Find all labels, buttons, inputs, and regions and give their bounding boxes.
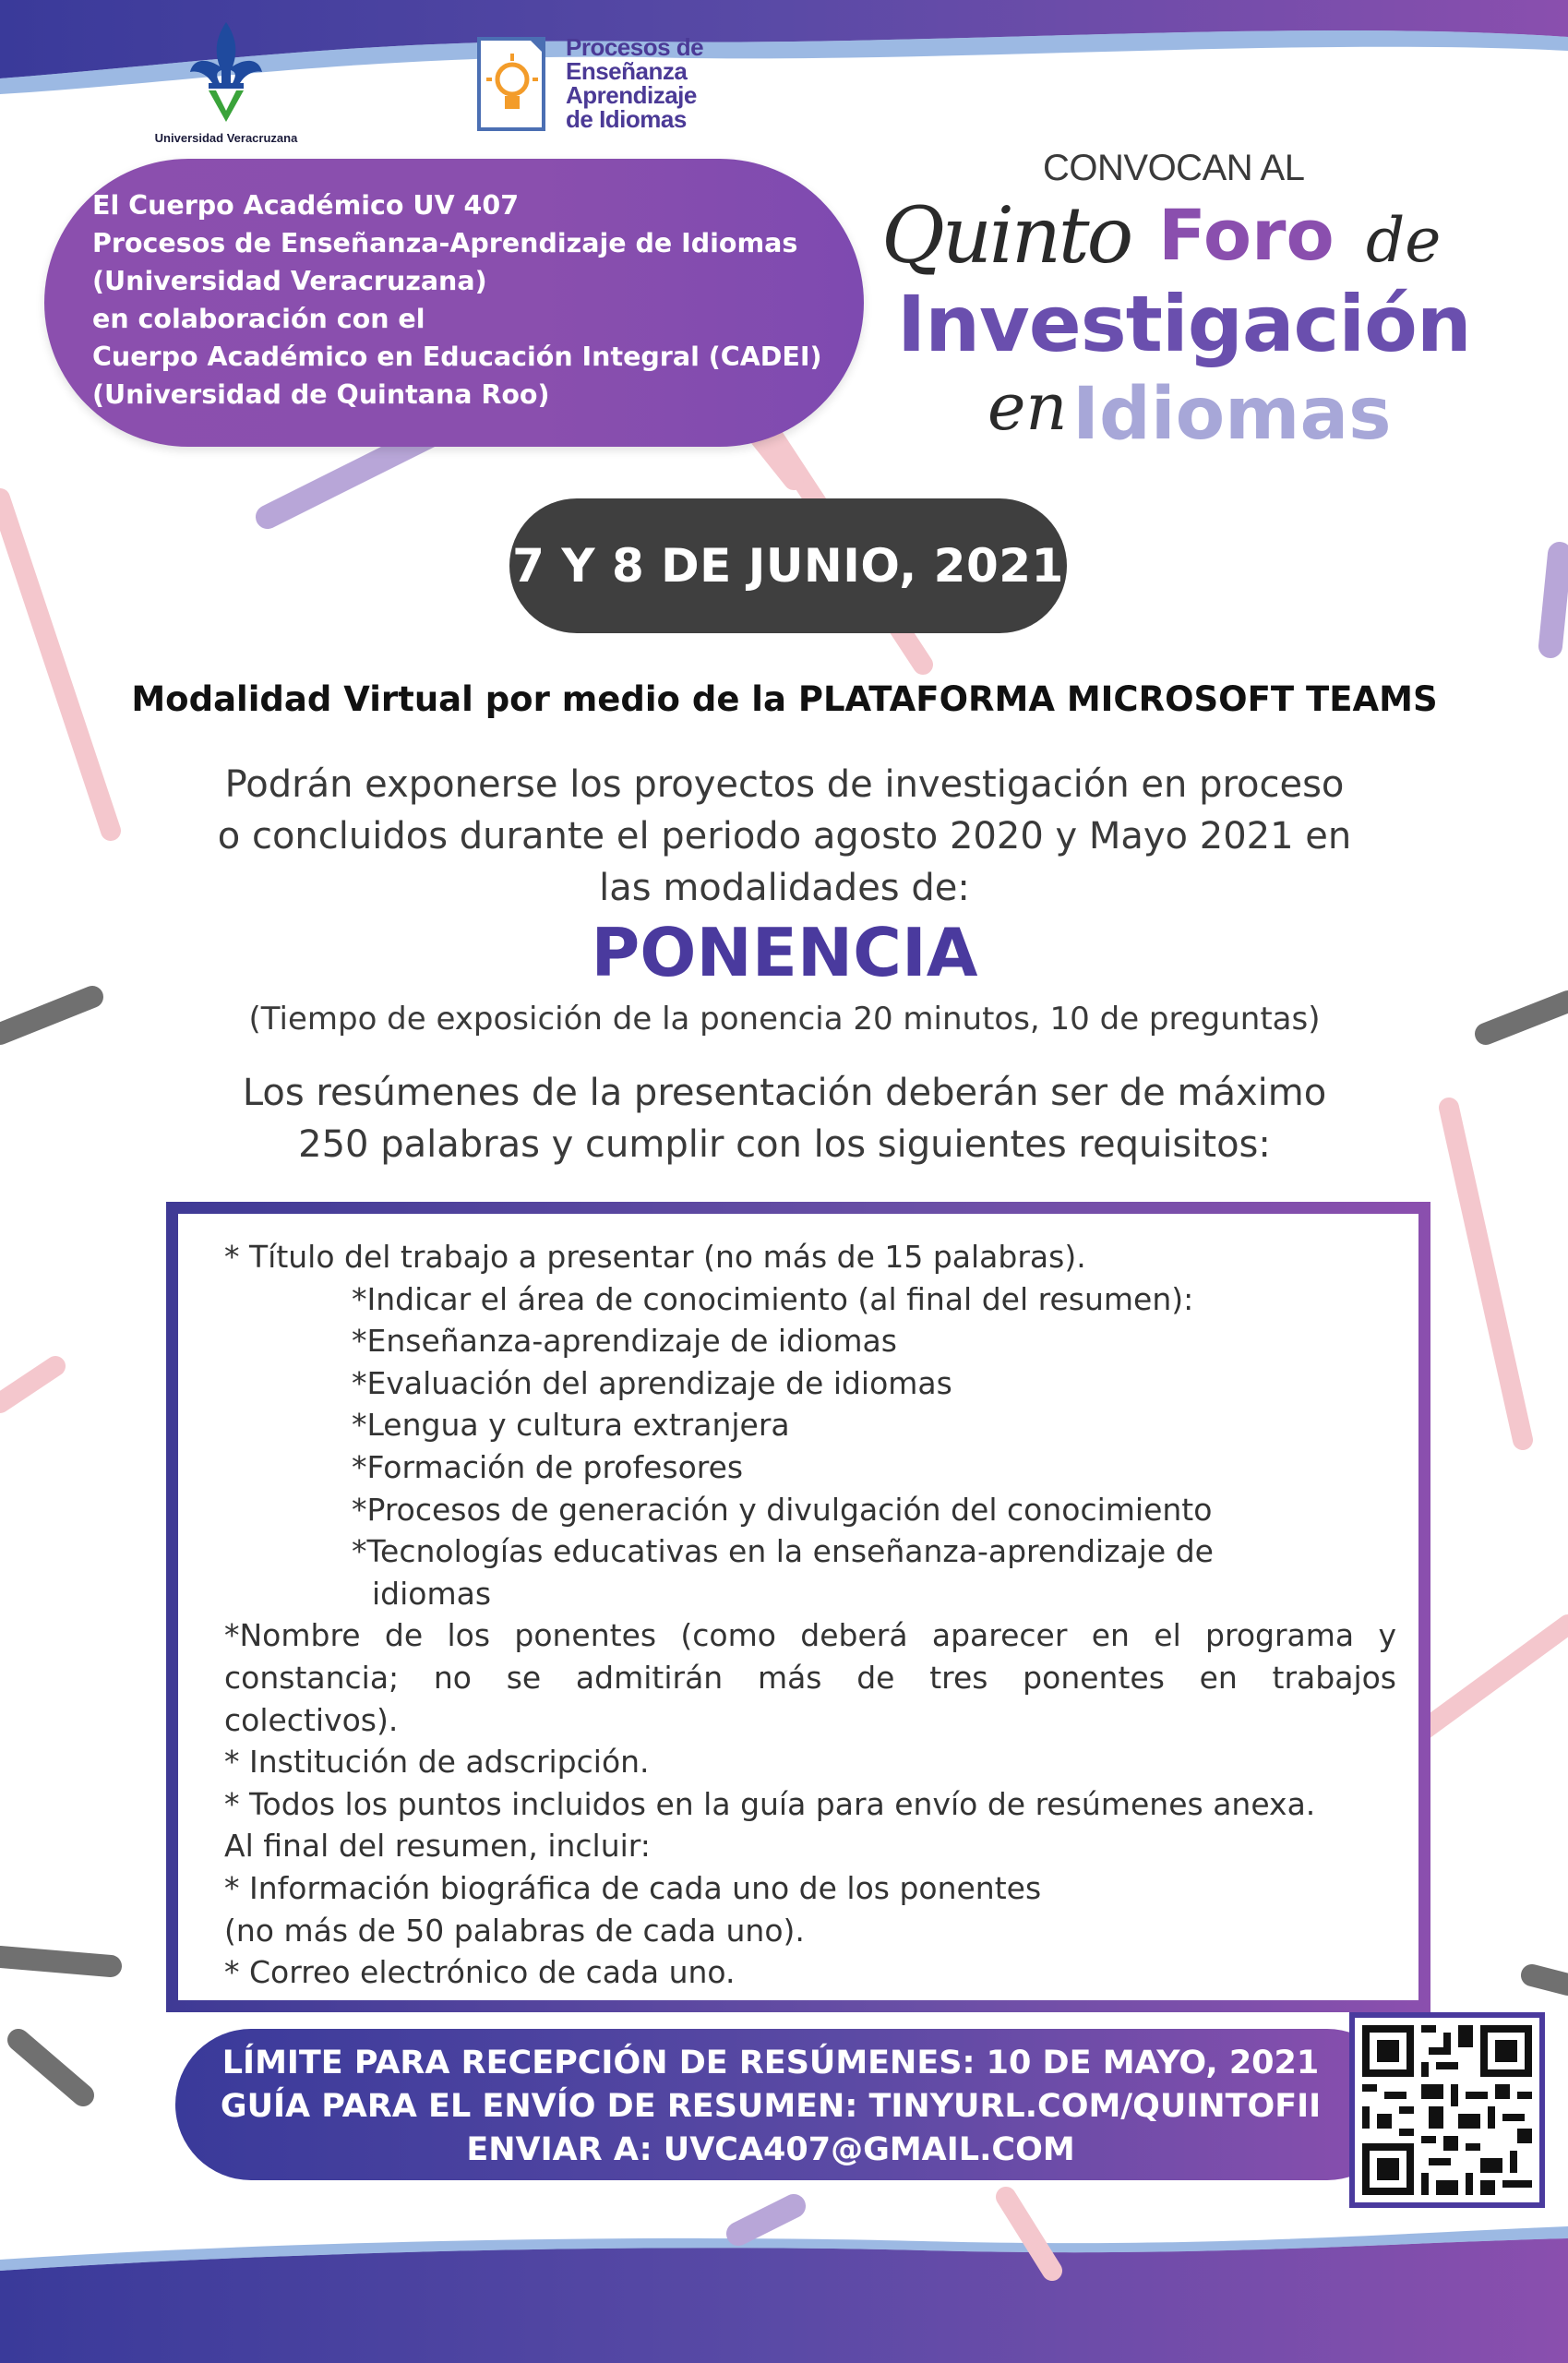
requirement-item: colectivos).	[224, 1701, 399, 1738]
intro-paragraph	[111, 759, 1458, 914]
organizer-line: (Universidad de Quintana Roo)	[92, 379, 550, 410]
organizer-line: (Universidad Veracruzana)	[92, 266, 487, 296]
requirement-item: * Institución de adscripción.	[224, 1744, 650, 1781]
submission-info-banner	[175, 2029, 1403, 2180]
ponencia-time-note: (Tiempo de exposición de la ponencia 20 minutos, 10 de preguntas)	[248, 1001, 1321, 1038]
title-quinto: Quinto	[881, 190, 1131, 281]
area-item-continuation: idiomas	[372, 1575, 492, 1612]
area-item: *Evaluación del aprendizaje de idiomas	[352, 1364, 952, 1401]
area-item: *Procesos de generación y divulgación del conocimiento	[352, 1491, 1213, 1528]
title-en: en	[987, 369, 1068, 445]
requirements-box	[166, 1202, 1430, 2012]
requirement-item: *Indicar el área de conocimiento (al final del resumen):	[352, 1280, 1194, 1317]
organizers-banner	[44, 159, 864, 447]
requirements-list	[224, 1236, 1396, 1994]
lightbulb-document-icon	[475, 35, 558, 135]
universidad-veracruzana-logo	[138, 18, 314, 152]
abstracts-line: 250 palabras y cumplir con los siguientes requisitos:	[298, 1123, 1271, 1166]
guide-link[interactable]: GUÍA PARA EL ENVÍO DE RESUMEN: TINYURL.COM/QUINTOFII	[220, 2088, 1322, 2125]
organizer-line: en colaboración con el	[92, 304, 425, 334]
requirement-item: (no más de 50 palabras de cada uno).	[224, 1912, 805, 1949]
uv-logo-label: Universidad Veracruzana	[154, 131, 298, 145]
intro-line: las modalidades de:	[599, 867, 970, 909]
requirement-item: * Información biográfica de cada uno de los ponentes	[224, 1869, 1042, 1906]
pei-logo-line-1: Procesos de	[566, 33, 704, 61]
title-investigacion: Investigación	[897, 279, 1471, 369]
intro-line: Podrán exponerse los proyectos de investigación en proceso	[224, 763, 1345, 806]
area-item: *Lengua y cultura extranjera	[352, 1407, 790, 1444]
requirement-item: constancia; no se admitirán más de tres ponentes en trabajos	[224, 1659, 1396, 1696]
area-item: *Tecnologías educativas en la enseñanza-aprendizaje de	[352, 1533, 1214, 1570]
intro-line: o concluidos durante el periodo agosto 2020 y Mayo 2021 en	[217, 815, 1352, 858]
requirement-item: * Todos los puntos incluidos en la guía para envío de resúmenes anexa.	[224, 1785, 1316, 1822]
deadline-line: LÍMITE PARA RECEPCIÓN DE RESÚMENES: 10 DE MAYO, 2021	[221, 2045, 1320, 2081]
pei-logo	[475, 28, 752, 148]
fleur-de-lis-icon	[188, 18, 264, 129]
title-row-en-idiomas	[987, 369, 1467, 471]
pei-logo-line-3: Aprendizaje	[566, 81, 697, 109]
organizer-line: Procesos de Enseñanza-Aprendizaje de Idiomas	[92, 228, 798, 258]
email-link[interactable]: ENVIAR A: UVCA407@GMAIL.COM	[466, 2131, 1075, 2168]
title-foro: Foro	[1158, 194, 1335, 276]
requirement-item: *Nombre de los ponentes (como deberá aparecer en el programa y	[224, 1617, 1396, 1654]
convocan-heading: CONVOCAN AL	[1043, 148, 1305, 188]
event-date-badge	[509, 498, 1067, 633]
qr-code-icon	[1355, 2018, 1539, 2202]
title-de: de	[1366, 205, 1442, 276]
area-item: *Formación de profesores	[352, 1448, 744, 1485]
pei-logo-line-2: Enseñanza	[566, 57, 688, 85]
requirement-item: * Título del trabajo a presentar (no más de 15 palabras).	[224, 1239, 1086, 1275]
requirement-item: Al final del resumen, incluir:	[224, 1828, 651, 1865]
event-date: 7 Y 8 DE JUNIO, 2021	[512, 539, 1064, 593]
modality-line: Modalidad Virtual por medio de la PLATAFORMA MICROSOFT TEAMS	[131, 679, 1438, 719]
qr-code[interactable]	[1349, 2012, 1545, 2208]
organizer-line: Cuerpo Académico en Educación Integral (CADEI)	[92, 342, 822, 372]
title-idiomas: Idiomas	[1072, 373, 1392, 456]
abstracts-paragraph	[111, 1067, 1458, 1170]
ponencia-heading: PONENCIA	[591, 914, 978, 991]
requirement-item: * Correo electrónico de cada uno.	[224, 1954, 736, 1991]
organizer-line: El Cuerpo Académico UV 407	[92, 190, 520, 221]
pei-logo-line-4: de Idiomas	[566, 105, 687, 133]
abstracts-line: Los resúmenes de la presentación deberán ser de máximo	[242, 1072, 1327, 1114]
area-item: *Enseñanza-aprendizaje de idiomas	[352, 1323, 897, 1360]
